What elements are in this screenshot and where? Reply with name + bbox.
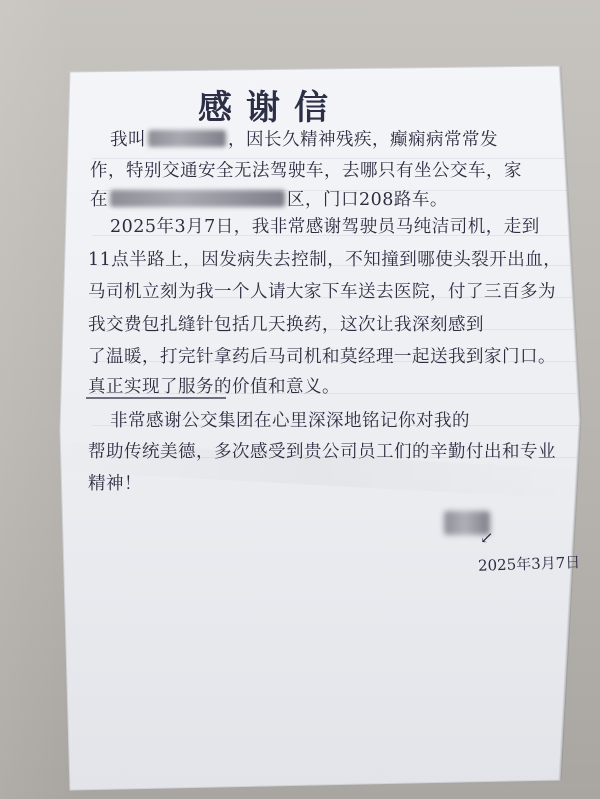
letter-line-9: 真正实现了服务的价值和意义。 [88,377,340,397]
letter-line-2: 作，特别交通安全无法驾驶车，去哪只有坐公交车，家 [90,161,522,181]
redacted-name [148,130,226,147]
line-3-end: 区，门口208路车。 [287,190,448,210]
line-1-start: 我叫 [110,130,146,150]
letter-title: 感谢信 [198,88,342,128]
hand-underline [86,397,226,399]
letter-line-8: 了温暖，打完针拿药后马司机和莫经理一起送我到家门口。 [88,347,556,367]
letter-line-10: 非常感谢公交集团在心里深深地铭记你对我的 [110,411,470,431]
letter-line-3 [90,186,448,211]
letter-line-11: 帮助传统美德，多次感受到贵公司员工们的辛勤付出和专业 [88,442,556,462]
letter-line-12: 精神！ [88,474,142,494]
letter-line-6: 马司机立刻为我一个人请大家下车送去医院，付了三百多为 [88,282,556,302]
signature-flourish: ↙ [480,528,494,547]
line-1-end: ，因长久精神残疾，癫痫病常常发 [228,130,498,150]
letter-date: 2025年3月7日 [477,553,581,575]
letter-line-4: 2025年3月7日，我非常感谢驾驶员马纯洁司机，走到 [110,217,540,237]
redacted-address [110,190,285,207]
letter-line-5: 11点半路上，因发病失去控制，不知撞到哪使头裂开出血， [88,250,562,270]
line-3-start: 在 [90,190,108,210]
letter-line-1 [110,126,498,151]
letter-line-7: 我交费包扎缝针包括几天换药，这次让我深刻感到 [88,315,484,335]
